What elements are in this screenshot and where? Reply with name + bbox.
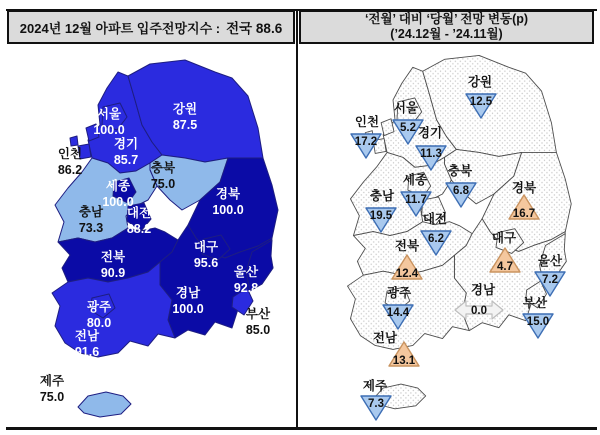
left-map-value-daegu: 95.6 <box>193 256 219 270</box>
left-map-value-busan: 85.0 <box>245 323 271 337</box>
left-map-value-seoul: 100.0 <box>93 123 125 137</box>
right-map-label-seoul: 서울 <box>393 101 419 115</box>
left-map-label-chungnam: 충남 <box>78 205 104 219</box>
left-map-label-jeonbuk: 전북 <box>100 250 126 264</box>
right-map-label-ulsan: 울산 <box>537 254 563 268</box>
right-map-value-sejong: 11.7 <box>405 194 427 206</box>
right-map-label-daegu: 대구 <box>491 231 517 245</box>
right-map-label-daejeon: 대전 <box>422 212 448 226</box>
right-map-value-gangwon: 12.5 <box>469 96 493 108</box>
right-map-label-jeju: 제주 <box>362 379 388 393</box>
right-map-label-chungbuk: 충북 <box>447 164 473 178</box>
left-map-region-incheon <box>70 136 78 146</box>
right-header-line2: (’24.12월 - ’24.11월) <box>390 27 503 41</box>
left-map-value-jeju: 75.0 <box>39 390 65 404</box>
right-map-value-jeju: 7.3 <box>368 398 384 410</box>
right-map-value-incheon: 17.2 <box>354 136 378 148</box>
left-map-label-gyeonggi: 경기 <box>113 137 139 151</box>
right-map-value-gyeongbuk: 16.7 <box>512 208 536 220</box>
left-map-label-seoul: 서울 <box>96 107 122 121</box>
right-map-label-jeonnam: 전남 <box>372 331 398 345</box>
right-map-value-gwangju: 14.4 <box>386 307 410 319</box>
left-map-label-jeonnam: 전남 <box>74 329 100 343</box>
right-map-label-incheon: 인천 <box>354 115 380 129</box>
left-map-value-jeonbuk: 90.9 <box>100 266 126 280</box>
left-map-label-chungbuk: 충북 <box>150 161 176 175</box>
left-map-value-gyeongbuk: 100.0 <box>212 203 244 217</box>
left-map-label-daejeon: 대전 <box>126 206 152 220</box>
left-map <box>40 60 278 417</box>
right-map-value-seoul: 5.2 <box>400 122 416 134</box>
left-map-value-gwangju: 80.0 <box>86 316 112 330</box>
right-map-value-busan: 15.0 <box>526 316 550 328</box>
right-map-label-gyeongbuk: 경북 <box>511 181 537 195</box>
right-header-line1: ‘전월’ 대비 ‘당월’ 전망 변동(p) <box>364 12 529 26</box>
left-map-label-gangwon: 강원 <box>172 102 198 116</box>
right-map-label-gyeonggi: 경기 <box>417 126 443 140</box>
left-map-label-gyeongbuk: 경북 <box>215 187 241 201</box>
right-map-label-jeonbuk: 전북 <box>394 239 420 253</box>
right-map-label-gwangju: 광주 <box>386 286 412 300</box>
right-map-value-jeonbuk: 12.4 <box>395 268 419 280</box>
left-map-label-jeju: 제주 <box>39 374 65 388</box>
left-map-label-incheon: 인천 <box>57 147 83 161</box>
left-map-label-sejong: 세종 <box>105 179 131 193</box>
left-map-label-gyeongnam: 경남 <box>175 286 201 300</box>
left-map-label-busan: 부산 <box>245 307 271 321</box>
right-map-value-daejeon: 6.2 <box>428 233 444 245</box>
right-map-label-sejong: 세종 <box>402 173 428 187</box>
right-map-value-ulsan: 7.2 <box>542 274 558 286</box>
right-map-value-jeonnam: 13.1 <box>392 355 416 367</box>
left-map-region-jeju <box>78 392 131 417</box>
right-map-value-chungnam: 19.5 <box>369 210 393 222</box>
left-map-value-gyeongnam: 100.0 <box>172 302 204 316</box>
left-header-national-value: 전국 88.6 <box>226 21 283 36</box>
left-map-value-jeonnam: 91.6 <box>74 345 100 359</box>
left-map-label-gwangju: 광주 <box>86 300 112 314</box>
left-map-value-ulsan: 92.8 <box>233 281 259 295</box>
left-map-value-gyeonggi: 85.7 <box>113 153 139 167</box>
right-map-label-chungnam: 충남 <box>369 189 395 203</box>
right-map <box>347 55 571 420</box>
left-map-value-daejeon: 88.2 <box>126 222 152 236</box>
right-map-label-gyeongnam: 경남 <box>470 283 496 297</box>
left-map-value-chungbuk: 75.0 <box>150 177 176 191</box>
right-map-label-busan: 부산 <box>522 296 548 310</box>
right-map-value-chungbuk: 6.8 <box>453 185 469 197</box>
right-map-value-gyeonggi: 11.3 <box>420 148 442 160</box>
left-map-label-daegu: 대구 <box>193 240 219 254</box>
left-map-value-gangwon: 87.5 <box>172 118 198 132</box>
right-map-label-gangwon: 강원 <box>467 75 493 89</box>
right-map-value-gyeongnam: 0.0 <box>471 305 487 317</box>
left-map-value-incheon: 86.2 <box>57 163 83 177</box>
right-map-value-daegu: 4.7 <box>497 261 513 273</box>
left-map-value-chungnam: 73.3 <box>78 221 104 235</box>
left-map-label-ulsan: 울산 <box>233 265 259 279</box>
left-map-value-sejong: 100.0 <box>102 195 134 209</box>
left-header-title: 2024년 12월 아파트 입주전망지수 : <box>19 21 221 36</box>
